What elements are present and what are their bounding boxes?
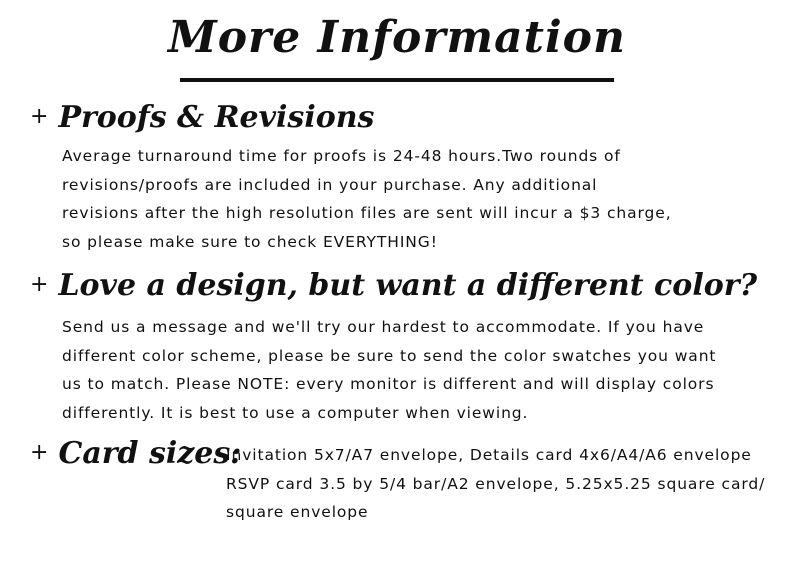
plus-icon: +	[30, 104, 49, 129]
body-line: RSVP card 3.5 by 5/4 bar/A2 envelope, 5.25x5.25 square card/	[226, 474, 766, 493]
section-heading-card-sizes	[30, 434, 241, 477]
plus-icon: +	[30, 272, 49, 297]
section-heading-proofs	[30, 98, 374, 141]
body-line: us to match. Please NOTE: every monitor is different and will display colors	[62, 375, 715, 393]
page-title: More Information	[167, 12, 627, 63]
section-heading-label: Love a design, but want a different color?	[58, 268, 758, 303]
section-heading-label: Proofs & Revisions	[58, 100, 375, 135]
section-heading-label: Card sizes:	[58, 436, 242, 471]
body-line: Send us a message and we'll try our hardest to accommodate. If you have	[62, 318, 705, 336]
body-line: revisions/proofs are included in your purchase. Any additional	[62, 175, 598, 194]
body-line: differently. It is best to use a computer when viewing.	[62, 403, 529, 422]
plus-icon: +	[30, 440, 49, 465]
section-body-color	[62, 313, 716, 427]
body-line: square envelope	[226, 503, 369, 521]
body-line: Average turnaround time for proofs is 24-48 hours.Two rounds of	[62, 147, 621, 165]
section-body-card-sizes	[226, 441, 765, 527]
body-line: revisions after the high resolution files are sent will incur a $3 charge,	[62, 204, 672, 222]
body-line: Invitation 5x7/A7 envelope, Details card 4x6/A4/A6 envelope	[226, 446, 752, 464]
section-heading-color	[30, 266, 757, 309]
body-line: so please make sure to check EVERYTHING!	[62, 232, 438, 251]
section-body-proofs	[62, 142, 672, 256]
title-underline	[180, 78, 614, 82]
body-line: different color scheme, please be sure to send the color swatches you want	[62, 346, 717, 365]
